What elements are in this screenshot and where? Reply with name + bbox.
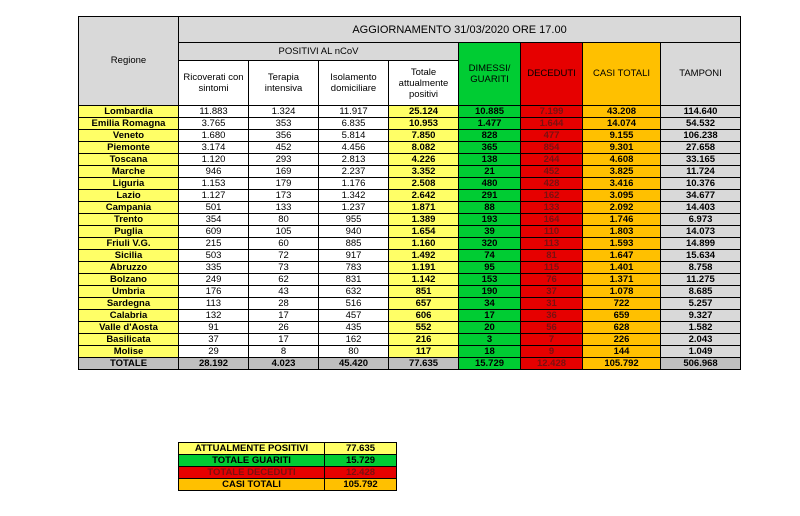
row-region: Umbria <box>79 286 179 298</box>
row-terapia: 17 <box>249 310 319 322</box>
row-positivi: 552 <box>389 322 459 334</box>
row-deceduti: 452 <box>521 166 583 178</box>
row-dimessi: 138 <box>459 154 521 166</box>
row-positivi: 4.226 <box>389 154 459 166</box>
summary-value: 105.792 <box>325 479 397 491</box>
row-ricoverati: 1.127 <box>179 190 249 202</box>
row-deceduti: 36 <box>521 310 583 322</box>
row-tamponi: 10.376 <box>661 178 741 190</box>
row-region: Friuli V.G. <box>79 238 179 250</box>
row-tamponi: 114.640 <box>661 106 741 118</box>
row-tamponi: 8.685 <box>661 286 741 298</box>
row-tamponi: 106.238 <box>661 130 741 142</box>
row-casi: 3.095 <box>583 190 661 202</box>
row-isolamento: 5.814 <box>319 130 389 142</box>
row-deceduti: 162 <box>521 190 583 202</box>
row-casi: 144 <box>583 346 661 358</box>
row-region: Valle d'Aosta <box>79 322 179 334</box>
row-isolamento: 831 <box>319 274 389 286</box>
row-positivi: 1.654 <box>389 226 459 238</box>
table-row <box>79 178 741 190</box>
row-isolamento: 457 <box>319 310 389 322</box>
row-deceduti: 81 <box>521 250 583 262</box>
row-deceduti: 110 <box>521 226 583 238</box>
table-row <box>79 322 741 334</box>
summary-row-deceduti <box>179 467 397 479</box>
row-region: Abruzzo <box>79 262 179 274</box>
table-row <box>79 310 741 322</box>
row-region: Marche <box>79 166 179 178</box>
row-isolamento: 4.456 <box>319 142 389 154</box>
row-ricoverati: 503 <box>179 250 249 262</box>
row-positivi: 216 <box>389 334 459 346</box>
row-tamponi: 54.532 <box>661 118 741 130</box>
total-isolamento: 45.420 <box>319 358 389 370</box>
row-terapia: 62 <box>249 274 319 286</box>
row-terapia: 356 <box>249 130 319 142</box>
row-tamponi: 6.973 <box>661 214 741 226</box>
summary-row-positivi <box>179 443 397 455</box>
row-dimessi: 480 <box>459 178 521 190</box>
row-dimessi: 365 <box>459 142 521 154</box>
table-row <box>79 274 741 286</box>
total-tamponi: 506.968 <box>661 358 741 370</box>
table-row <box>79 154 741 166</box>
table-row <box>79 106 741 118</box>
row-positivi: 1.492 <box>389 250 459 262</box>
row-tamponi: 27.658 <box>661 142 741 154</box>
row-dimessi: 3 <box>459 334 521 346</box>
row-dimessi: 320 <box>459 238 521 250</box>
row-tamponi: 1.049 <box>661 346 741 358</box>
row-ricoverati: 11.883 <box>179 106 249 118</box>
row-ricoverati: 946 <box>179 166 249 178</box>
summary-label: CASI TOTALI <box>179 479 325 491</box>
row-region: Campania <box>79 202 179 214</box>
row-terapia: 80 <box>249 214 319 226</box>
table-row <box>79 118 741 130</box>
row-deceduti: 76 <box>521 274 583 286</box>
row-isolamento: 885 <box>319 238 389 250</box>
row-positivi: 1.871 <box>389 202 459 214</box>
row-positivi: 1.160 <box>389 238 459 250</box>
row-ricoverati: 1.680 <box>179 130 249 142</box>
row-terapia: 452 <box>249 142 319 154</box>
row-terapia: 293 <box>249 154 319 166</box>
row-ricoverati: 91 <box>179 322 249 334</box>
row-ricoverati: 3.765 <box>179 118 249 130</box>
row-region: Molise <box>79 346 179 358</box>
row-deceduti: 477 <box>521 130 583 142</box>
row-tamponi: 34.677 <box>661 190 741 202</box>
row-ricoverati: 3.174 <box>179 142 249 154</box>
row-isolamento: 2.813 <box>319 154 389 166</box>
total-deceduti: 12.428 <box>521 358 583 370</box>
summary-label: TOTALE GUARITI <box>179 455 325 467</box>
row-dimessi: 95 <box>459 262 521 274</box>
row-dimessi: 88 <box>459 202 521 214</box>
row-terapia: 1.324 <box>249 106 319 118</box>
total-row <box>79 358 741 370</box>
row-dimessi: 21 <box>459 166 521 178</box>
row-positivi: 117 <box>389 346 459 358</box>
row-isolamento: 1.237 <box>319 202 389 214</box>
row-casi: 9.301 <box>583 142 661 154</box>
row-isolamento: 6.835 <box>319 118 389 130</box>
row-ricoverati: 501 <box>179 202 249 214</box>
row-terapia: 28 <box>249 298 319 310</box>
row-isolamento: 917 <box>319 250 389 262</box>
row-casi: 1.401 <box>583 262 661 274</box>
row-dimessi: 190 <box>459 286 521 298</box>
row-casi: 226 <box>583 334 661 346</box>
table-row <box>79 142 741 154</box>
summary-label: TOTALE DECEDUTI <box>179 467 325 479</box>
summary-row-casi <box>179 479 397 491</box>
row-isolamento: 783 <box>319 262 389 274</box>
header-positivi-group: POSITIVI AL nCoV <box>179 43 459 61</box>
row-positivi: 657 <box>389 298 459 310</box>
row-terapia: 60 <box>249 238 319 250</box>
row-ricoverati: 249 <box>179 274 249 286</box>
row-region: Emilia Romagna <box>79 118 179 130</box>
row-deceduti: 9 <box>521 346 583 358</box>
total-casi: 105.792 <box>583 358 661 370</box>
row-positivi: 1.191 <box>389 262 459 274</box>
row-region: Piemonte <box>79 142 179 154</box>
row-casi: 3.416 <box>583 178 661 190</box>
row-tamponi: 33.165 <box>661 154 741 166</box>
row-terapia: 353 <box>249 118 319 130</box>
row-isolamento: 1.176 <box>319 178 389 190</box>
table-row <box>79 334 741 346</box>
row-casi: 2.092 <box>583 202 661 214</box>
row-casi: 1.371 <box>583 274 661 286</box>
total-positivi: 77.635 <box>389 358 459 370</box>
row-region: Puglia <box>79 226 179 238</box>
row-dimessi: 34 <box>459 298 521 310</box>
row-deceduti: 56 <box>521 322 583 334</box>
row-casi: 43.208 <box>583 106 661 118</box>
row-terapia: 173 <box>249 190 319 202</box>
row-terapia: 43 <box>249 286 319 298</box>
row-dimessi: 17 <box>459 310 521 322</box>
table-row <box>79 250 741 262</box>
row-positivi: 851 <box>389 286 459 298</box>
row-isolamento: 1.342 <box>319 190 389 202</box>
header-title: AGGIORNAMENTO 31/03/2020 ORE 17.00 <box>179 17 741 43</box>
table-row <box>79 286 741 298</box>
row-casi: 1.078 <box>583 286 661 298</box>
row-tamponi: 14.073 <box>661 226 741 238</box>
row-dimessi: 18 <box>459 346 521 358</box>
row-positivi: 1.389 <box>389 214 459 226</box>
row-dimessi: 39 <box>459 226 521 238</box>
row-tamponi: 2.043 <box>661 334 741 346</box>
table-body <box>79 106 741 358</box>
total-ricoverati: 28.192 <box>179 358 249 370</box>
row-tamponi: 5.257 <box>661 298 741 310</box>
row-dimessi: 153 <box>459 274 521 286</box>
total-terapia: 4.023 <box>249 358 319 370</box>
row-positivi: 1.142 <box>389 274 459 286</box>
row-ricoverati: 609 <box>179 226 249 238</box>
header-region: Regione <box>79 17 179 106</box>
row-region: Toscana <box>79 154 179 166</box>
row-tamponi: 14.403 <box>661 202 741 214</box>
row-terapia: 105 <box>249 226 319 238</box>
row-deceduti: 1.644 <box>521 118 583 130</box>
row-tamponi: 1.582 <box>661 322 741 334</box>
row-isolamento: 516 <box>319 298 389 310</box>
row-positivi: 606 <box>389 310 459 322</box>
row-dimessi: 828 <box>459 130 521 142</box>
summary-table <box>178 442 397 491</box>
row-isolamento: 940 <box>319 226 389 238</box>
header-terapia: Terapia intensiva <box>249 61 319 106</box>
row-isolamento: 11.917 <box>319 106 389 118</box>
row-deceduti: 115 <box>521 262 583 274</box>
header-tamponi: TAMPONI <box>661 43 741 106</box>
row-isolamento: 80 <box>319 346 389 358</box>
row-isolamento: 2.237 <box>319 166 389 178</box>
row-deceduti: 854 <box>521 142 583 154</box>
table-row <box>79 214 741 226</box>
row-terapia: 72 <box>249 250 319 262</box>
row-positivi: 8.082 <box>389 142 459 154</box>
row-deceduti: 244 <box>521 154 583 166</box>
row-dimessi: 193 <box>459 214 521 226</box>
row-ricoverati: 1.120 <box>179 154 249 166</box>
row-positivi: 2.642 <box>389 190 459 202</box>
header-dimessi: DIMESSI/ GUARITI <box>459 43 521 106</box>
table-row <box>79 166 741 178</box>
summary-value: 12.428 <box>325 467 397 479</box>
row-deceduti: 113 <box>521 238 583 250</box>
header-isolamento: Isolamento domiciliare <box>319 61 389 106</box>
row-casi: 14.074 <box>583 118 661 130</box>
row-ricoverati: 335 <box>179 262 249 274</box>
table-row <box>79 262 741 274</box>
row-dimessi: 74 <box>459 250 521 262</box>
summary-value: 77.635 <box>325 443 397 455</box>
table-row <box>79 298 741 310</box>
row-region: Lombardia <box>79 106 179 118</box>
row-casi: 9.155 <box>583 130 661 142</box>
row-casi: 3.825 <box>583 166 661 178</box>
row-dimessi: 291 <box>459 190 521 202</box>
row-dimessi: 1.477 <box>459 118 521 130</box>
table-row <box>79 202 741 214</box>
row-region: Sicilia <box>79 250 179 262</box>
row-ricoverati: 176 <box>179 286 249 298</box>
row-casi: 722 <box>583 298 661 310</box>
row-casi: 1.593 <box>583 238 661 250</box>
row-dimessi: 10.885 <box>459 106 521 118</box>
row-tamponi: 15.634 <box>661 250 741 262</box>
row-isolamento: 955 <box>319 214 389 226</box>
row-tamponi: 11.275 <box>661 274 741 286</box>
row-terapia: 179 <box>249 178 319 190</box>
row-region: Basilicata <box>79 334 179 346</box>
header-totale-positivi: Totale attualmente positivi <box>389 61 459 106</box>
row-deceduti: 7 <box>521 334 583 346</box>
row-positivi: 10.953 <box>389 118 459 130</box>
row-casi: 1.647 <box>583 250 661 262</box>
header-casi-totali: CASI TOTALI <box>583 43 661 106</box>
row-deceduti: 7.199 <box>521 106 583 118</box>
table-row <box>79 346 741 358</box>
row-casi: 1.746 <box>583 214 661 226</box>
row-tamponi: 14.899 <box>661 238 741 250</box>
summary-label: ATTUALMENTE POSITIVI <box>179 443 325 455</box>
row-region: Calabria <box>79 310 179 322</box>
table-row <box>79 130 741 142</box>
table-row <box>79 226 741 238</box>
row-ricoverati: 1.153 <box>179 178 249 190</box>
covid-regions-table <box>78 16 741 370</box>
row-region: Liguria <box>79 178 179 190</box>
row-dimessi: 20 <box>459 322 521 334</box>
row-tamponi: 8.758 <box>661 262 741 274</box>
row-ricoverati: 113 <box>179 298 249 310</box>
row-isolamento: 632 <box>319 286 389 298</box>
row-deceduti: 133 <box>521 202 583 214</box>
row-positivi: 25.124 <box>389 106 459 118</box>
row-ricoverati: 354 <box>179 214 249 226</box>
row-positivi: 7.850 <box>389 130 459 142</box>
total-label: TOTALE <box>79 358 179 370</box>
row-region: Bolzano <box>79 274 179 286</box>
row-deceduti: 31 <box>521 298 583 310</box>
row-positivi: 2.508 <box>389 178 459 190</box>
table-row <box>79 190 741 202</box>
row-tamponi: 11.724 <box>661 166 741 178</box>
summary-row-guariti <box>179 455 397 467</box>
row-terapia: 26 <box>249 322 319 334</box>
row-region: Lazio <box>79 190 179 202</box>
row-terapia: 169 <box>249 166 319 178</box>
summary-value: 15.729 <box>325 455 397 467</box>
row-casi: 4.608 <box>583 154 661 166</box>
row-terapia: 73 <box>249 262 319 274</box>
row-region: Veneto <box>79 130 179 142</box>
row-ricoverati: 215 <box>179 238 249 250</box>
row-terapia: 133 <box>249 202 319 214</box>
row-casi: 628 <box>583 322 661 334</box>
header-deceduti: DECEDUTI <box>521 43 583 106</box>
row-positivi: 3.352 <box>389 166 459 178</box>
row-region: Trento <box>79 214 179 226</box>
total-dimessi: 15.729 <box>459 358 521 370</box>
row-terapia: 8 <box>249 346 319 358</box>
row-terapia: 17 <box>249 334 319 346</box>
row-ricoverati: 37 <box>179 334 249 346</box>
row-region: Sardegna <box>79 298 179 310</box>
row-casi: 659 <box>583 310 661 322</box>
row-deceduti: 164 <box>521 214 583 226</box>
row-deceduti: 428 <box>521 178 583 190</box>
table-row <box>79 238 741 250</box>
row-isolamento: 162 <box>319 334 389 346</box>
header-ricoverati: Ricoverati con sintomi <box>179 61 249 106</box>
row-casi: 1.803 <box>583 226 661 238</box>
row-ricoverati: 29 <box>179 346 249 358</box>
row-tamponi: 9.327 <box>661 310 741 322</box>
row-ricoverati: 132 <box>179 310 249 322</box>
row-deceduti: 37 <box>521 286 583 298</box>
row-isolamento: 435 <box>319 322 389 334</box>
